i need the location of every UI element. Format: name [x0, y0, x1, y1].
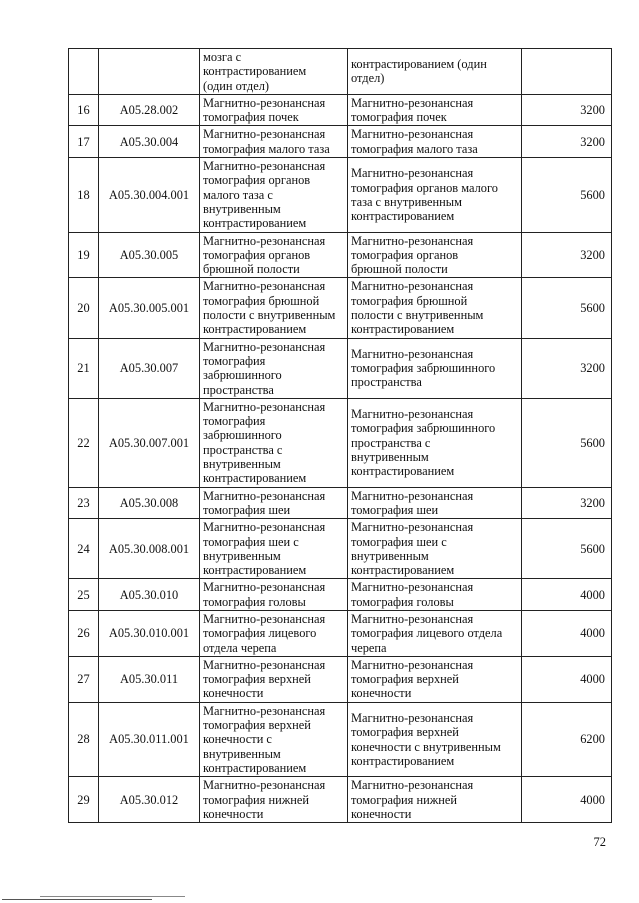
row-number-cell: 17: [69, 126, 99, 158]
table-row: [69, 49, 612, 95]
price-cell: 4000: [522, 777, 612, 823]
service-code-cell: A05.30.011.001: [99, 702, 200, 776]
table-row: [69, 338, 612, 398]
table-row: [69, 232, 612, 278]
service-code-cell: A05.30.008: [99, 487, 200, 519]
price-table: [68, 48, 612, 823]
service-code-cell: A05.30.010.001: [99, 610, 200, 656]
service-name-cell: мозга с контрастированием (один отдел): [200, 49, 348, 95]
price-cell: 5600: [522, 519, 612, 579]
service-name-cell: Магнитно-резонансная томография забрюшинного пространства с внутривенным контрастированием: [200, 398, 348, 487]
service-name-cell: Магнитно-резонансная томография верхней конечности: [200, 656, 348, 702]
service-code-cell: A05.30.007.001: [99, 398, 200, 487]
price-cell: 3200: [522, 126, 612, 158]
footer-rule-secondary: [40, 896, 185, 897]
service-name-cell: Магнитно-резонансная томография малого таза: [200, 126, 348, 158]
service-description-cell: Магнитно-резонансная томография верхней конечности: [348, 656, 522, 702]
price-cell: 3200: [522, 487, 612, 519]
service-code-cell: A05.30.004: [99, 126, 200, 158]
service-code-cell: [99, 49, 200, 95]
row-number-cell: 18: [69, 158, 99, 232]
table-row: [69, 487, 612, 519]
row-number-cell: 27: [69, 656, 99, 702]
service-description-cell: Магнитно-резонансная томография почек: [348, 94, 522, 126]
price-cell: 5600: [522, 278, 612, 338]
service-description-cell: Магнитно-резонансная томография верхней конечности с внутривенным контрастированием: [348, 702, 522, 776]
service-description-cell: Магнитно-резонансная томография органов малого таза с внутривенным контрастированием: [348, 158, 522, 232]
price-cell: 6200: [522, 702, 612, 776]
service-name-cell: Магнитно-резонансная томография органов малого таза с внутривенным контрастированием: [200, 158, 348, 232]
service-code-cell: A05.30.008.001: [99, 519, 200, 579]
price-table-body: [69, 49, 612, 823]
service-code-cell: A05.30.012: [99, 777, 200, 823]
row-number-cell: 16: [69, 94, 99, 126]
table-row: [69, 610, 612, 656]
row-number-cell: 25: [69, 579, 99, 611]
row-number-cell: 20: [69, 278, 99, 338]
service-name-cell: Магнитно-резонансная томография органов брюшной полости: [200, 232, 348, 278]
price-cell: 5600: [522, 398, 612, 487]
row-number-cell: 21: [69, 338, 99, 398]
service-description-cell: Магнитно-резонансная томография шеи: [348, 487, 522, 519]
service-description-cell: Магнитно-резонансная томография головы: [348, 579, 522, 611]
table-row: [69, 94, 612, 126]
row-number-cell: [69, 49, 99, 95]
service-description-cell: Магнитно-резонансная томография малого таза: [348, 126, 522, 158]
service-name-cell: Магнитно-резонансная томография шеи с внутривенным контрастированием: [200, 519, 348, 579]
price-cell: 3200: [522, 94, 612, 126]
service-description-cell: Магнитно-резонансная томография брюшной полости с внутривенным контрастированием: [348, 278, 522, 338]
service-description-cell: Магнитно-резонансная томография нижней конечности: [348, 777, 522, 823]
service-code-cell: A05.30.005.001: [99, 278, 200, 338]
service-name-cell: Магнитно-резонансная томография лицевого отдела черепа: [200, 610, 348, 656]
price-cell: 3200: [522, 338, 612, 398]
service-description-cell: Магнитно-резонансная томография шеи с внутривенным контрастированием: [348, 519, 522, 579]
table-row: [69, 702, 612, 776]
service-description-cell: Магнитно-резонансная томография лицевого отдела черепа: [348, 610, 522, 656]
row-number-cell: 19: [69, 232, 99, 278]
service-description-cell: контрастированием (один отдел): [348, 49, 522, 95]
service-code-cell: A05.30.005: [99, 232, 200, 278]
service-description-cell: Магнитно-резонансная томография забрюшинного пространства: [348, 338, 522, 398]
row-number-cell: 26: [69, 610, 99, 656]
table-row: [69, 278, 612, 338]
service-code-cell: A05.30.011: [99, 656, 200, 702]
row-number-cell: 29: [69, 777, 99, 823]
table-row: [69, 656, 612, 702]
table-row: [69, 579, 612, 611]
table-row: [69, 777, 612, 823]
table-row: [69, 158, 612, 232]
service-description-cell: Магнитно-резонансная томография забрюшинного пространства с внутривенным контрастированием: [348, 398, 522, 487]
service-code-cell: A05.30.007: [99, 338, 200, 398]
service-name-cell: Магнитно-резонансная томография почек: [200, 94, 348, 126]
price-cell: 4000: [522, 656, 612, 702]
row-number-cell: 23: [69, 487, 99, 519]
service-name-cell: Магнитно-резонансная томография забрюшинного пространства: [200, 338, 348, 398]
price-cell: 5600: [522, 158, 612, 232]
price-cell: 4000: [522, 579, 612, 611]
table-row: [69, 519, 612, 579]
price-cell: [522, 49, 612, 95]
price-cell: 3200: [522, 232, 612, 278]
service-name-cell: Магнитно-резонансная томография верхней конечности с внутривенным контрастированием: [200, 702, 348, 776]
service-code-cell: A05.30.004.001: [99, 158, 200, 232]
service-name-cell: Магнитно-резонансная томография брюшной полости с внутривенным контрастированием: [200, 278, 348, 338]
page-number: 72: [593, 835, 606, 849]
service-code-cell: A05.30.010: [99, 579, 200, 611]
service-name-cell: Магнитно-резонансная томография шеи: [200, 487, 348, 519]
row-number-cell: 22: [69, 398, 99, 487]
price-cell: 4000: [522, 610, 612, 656]
footer-rule: [2, 899, 152, 900]
service-name-cell: Магнитно-резонансная томография нижней конечности: [200, 777, 348, 823]
service-name-cell: Магнитно-резонансная томография головы: [200, 579, 348, 611]
service-description-cell: Магнитно-резонансная томография органов брюшной полости: [348, 232, 522, 278]
table-row: [69, 126, 612, 158]
row-number-cell: 24: [69, 519, 99, 579]
table-row: [69, 398, 612, 487]
service-code-cell: A05.28.002: [99, 94, 200, 126]
row-number-cell: 28: [69, 702, 99, 776]
